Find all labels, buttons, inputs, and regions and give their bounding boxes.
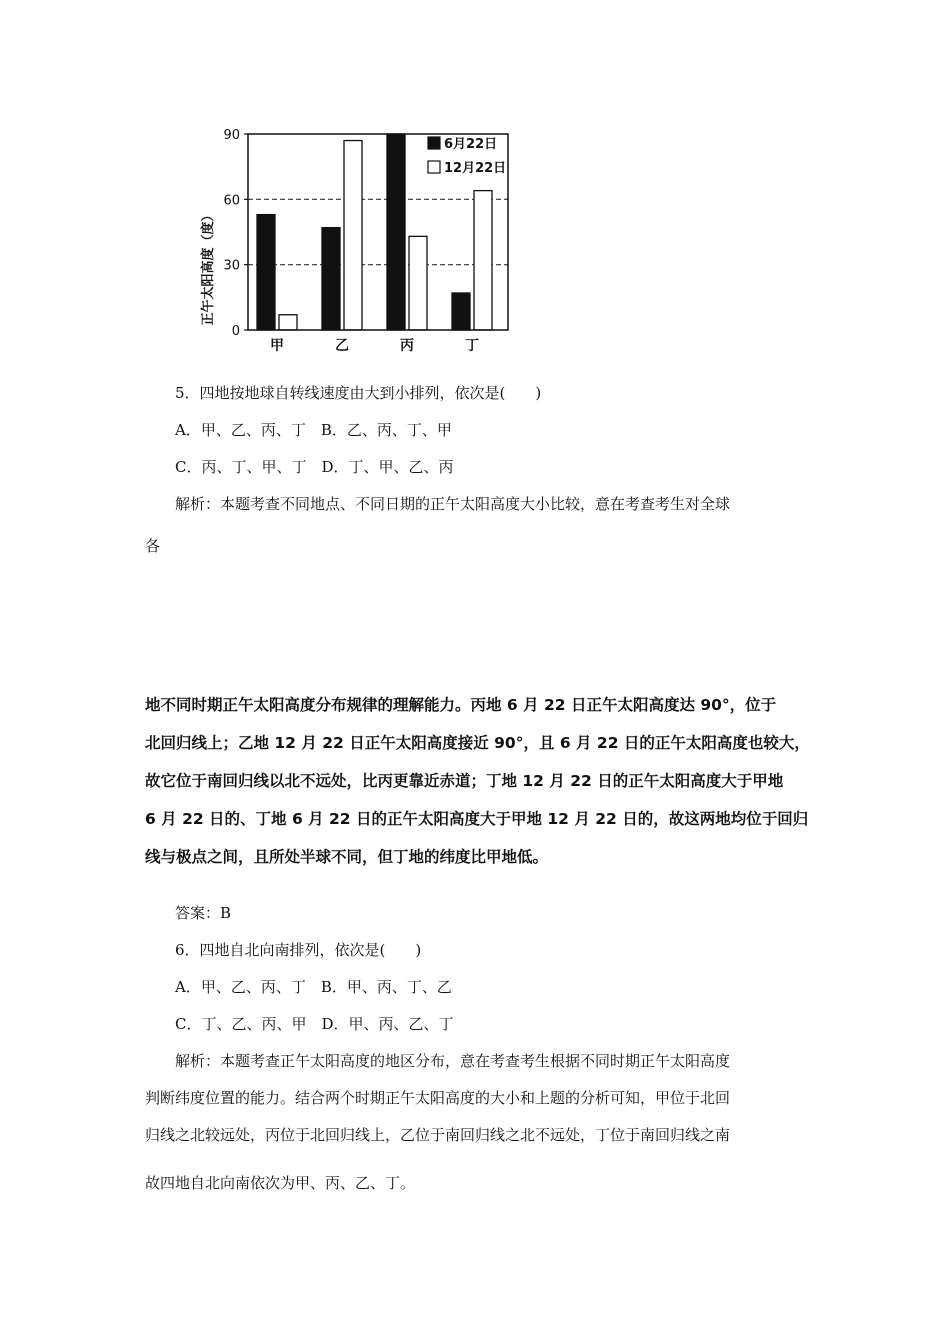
x-tick-label: 丙	[400, 338, 414, 354]
bar-甲-12月22日	[279, 315, 297, 330]
q6-analysis-line-1: 解析：本题考查正午太阳高度的地区分布，意在考查考生根据不同时期正午太阳高度	[175, 1052, 731, 1070]
bar-丁-12月22日	[474, 191, 492, 330]
x-tick-label: 甲	[270, 338, 284, 354]
q6-options-cd: C．丁、乙、丙、甲 D．甲、丙、乙、丁	[175, 1015, 454, 1033]
q5-analysis-cont-2: 北回归线上；乙地 12 月 22 日正午太阳高度接近 90°，且 6 月 22 日的正午太阳高度也较大，	[145, 734, 810, 752]
bar-丙-6月22日	[387, 134, 405, 330]
bar-乙-6月22日	[322, 228, 340, 330]
q6-options-ab: A．甲、乙、丙、丁 B．甲、丙、丁、乙	[175, 978, 452, 996]
q6-analysis-line-2: 判断纬度位置的能力。结合两个时期正午太阳高度的大小和上题的分析可知，甲位于北回	[145, 1089, 731, 1107]
bar-丙-12月22日	[409, 236, 427, 330]
plot-area	[223, 128, 508, 354]
q5-analysis-cont-1: 地不同时期正午太阳高度分布规律的理解能力。丙地 6 月 22 日正午太阳高度达 90°，位于	[145, 696, 777, 714]
legend-label: 6月22日	[444, 137, 498, 152]
q5-options-cd: C．丙、丁、甲、丁 D．丁、甲、乙、丙	[175, 458, 454, 476]
q5-question: 5．四地按地球自转线速度由大到小排列，依次是( )	[175, 384, 542, 402]
legend-swatch-12月22日	[428, 161, 440, 173]
solar-altitude-bar-chart	[190, 122, 520, 362]
y-tick-label: 90	[223, 128, 240, 143]
q5-options-ab: A．甲、乙、丙、丁 B．乙、丙、丁、甲	[175, 421, 452, 439]
q5-analysis-line-1: 解析：本题考查不同地点、不同日期的正午太阳高度大小比较，意在考查考生对全球	[175, 495, 731, 513]
y-tick-label: 30	[223, 258, 240, 274]
q5-analysis-cont-5: 线与极点之间，且所处半球不同，但丁地的纬度比甲地低。	[145, 848, 549, 866]
legend-label: 12月22日	[444, 161, 507, 176]
bar-丁-6月22日	[452, 293, 470, 330]
y-axis-title: 正午太阳高度（度）	[201, 208, 216, 326]
x-tick-label: 乙	[335, 338, 349, 354]
q5-analysis-line-2: 各	[145, 537, 161, 555]
x-tick-label: 丁	[465, 338, 479, 354]
q6-analysis-line-4: 故四地自北向南依次为甲、丙、乙、丁。	[145, 1174, 416, 1192]
legend-swatch-6月22日	[428, 137, 440, 149]
q5-analysis-cont-3: 故它位于南回归线以北不远处，比丙更靠近赤道；丁地 12 月 22 日的正午太阳高度大于甲地	[145, 772, 784, 790]
bar-甲-6月22日	[257, 215, 275, 330]
q6-question: 6．四地自北向南排列，依次是( )	[175, 941, 422, 959]
q5-answer: 答案：B	[175, 904, 232, 922]
bar-乙-12月22日	[344, 141, 362, 330]
y-tick-label: 0	[231, 324, 240, 339]
q6-analysis-line-3: 归线之北较远处，丙位于北回归线上，乙位于南回归线之北不远处，丁位于南回归线之南	[145, 1126, 731, 1144]
q5-analysis-cont-4: 6 月 22 日的、丁地 6 月 22 日的正午太阳高度大于甲地 12 月 22 日的，故这两地均位于回归	[145, 810, 809, 828]
y-tick-label: 60	[223, 193, 240, 209]
